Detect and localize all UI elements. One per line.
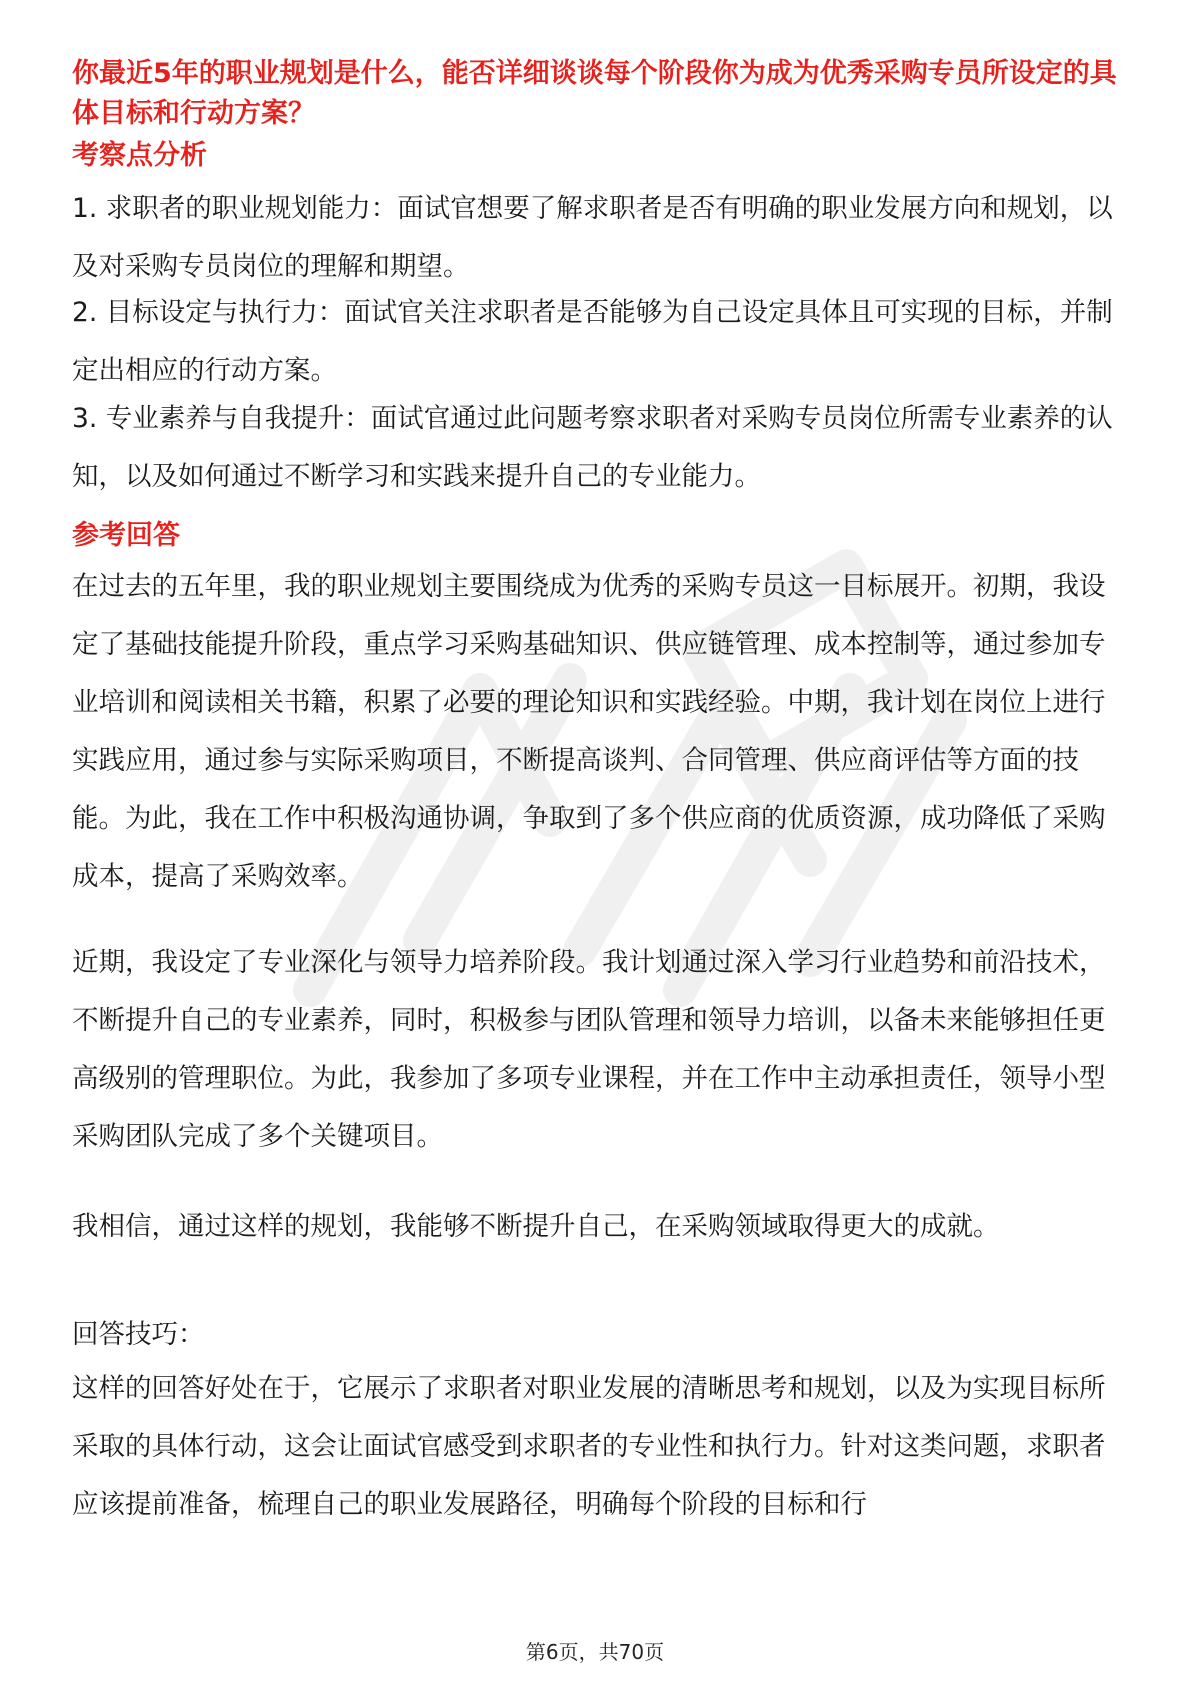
analysis-point-2: 2. 目标设定与执行力：面试官关注求职者是否能够为自己设定具体且可实现的目标，并制定出相应的行动方案。	[72, 297, 1113, 386]
analysis-point-3: 3. 专业素养与自我提升：面试官通过此问题考察求职者对采购专员岗位所需专业素养的认知，以及如何通过不断学习和实践来提升自己的专业能力。	[72, 403, 1113, 492]
tips-heading: 回答技巧：	[72, 1319, 205, 1350]
answer-paragraph-1: 在过去的五年里，我的职业规划主要围绕成为优秀的采购专员这一目标展开。初期，我设定了基础技能提升阶段，重点学习采购基础知识、供应链管理、成本控制等，通过参加专业培训和阅读相关书籍，积累了必要的理论知识和实践经验。中期，我计划在岗位上进行实践应用，通过参与实际采购项目，不断提高谈判、合同管理、供应商评估等方面的技能。为此，我在工作中积极沟通协调，争取到了多个供应商的优质资源，成功降低了采购成本，提高了采购效率。	[72, 571, 1106, 892]
page-number: 第6页，共70页	[525, 1640, 665, 1664]
analysis-heading: 考察点分析	[72, 140, 207, 171]
answer-heading: 参考回答	[72, 520, 180, 551]
interview-question: 你最近5年的职业规划是什么，能否详细谈谈每个阶段你为成为优秀采购专员所设定的具体目标和行动方案？	[72, 58, 1117, 129]
tips-text: 这样的回答好处在于，它展示了求职者对职业发展的清晰思考和规划，以及为实现目标所采取的具体行动，这会让面试官感受到求职者的专业性和执行力。针对这类问题，求职者应该提前准备，梳理自己的职业发展路径，明确每个阶段的目标和行	[72, 1373, 1106, 1520]
answer-paragraph-3: 我相信，通过这样的规划，我能够不断提升自己，在采购领域取得更大的成就。	[72, 1211, 1000, 1242]
analysis-point-1: 1. 求职者的职业规划能力：面试官想要了解求职者是否有明确的职业发展方向和规划，以及对采购专员岗位的理解和期望。	[72, 193, 1113, 282]
answer-paragraph-2: 近期，我设定了专业深化与领导力培养阶段。我计划通过深入学习行业趋势和前沿技术，不断提升自己的专业素养，同时，积极参与团队管理和领导力培训，以备未来能够担任更高级别的管理职位。为此，我参加了多项专业课程，并在工作中主动承担责任，领导小型采购团队完成了多个关键项目。	[72, 947, 1106, 1152]
